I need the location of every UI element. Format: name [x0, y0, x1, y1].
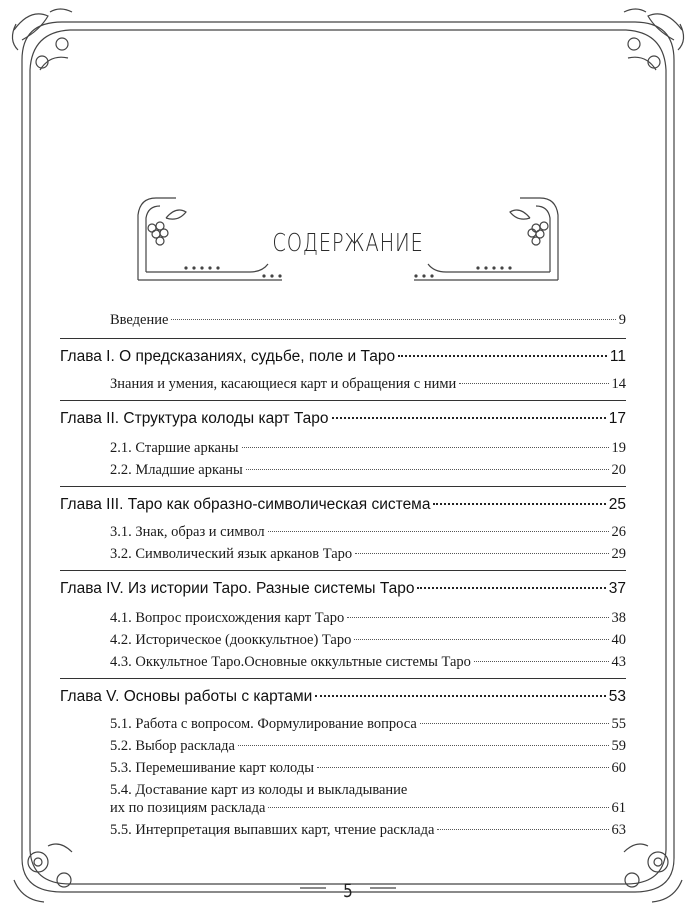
toc-entry: [60, 800, 626, 817]
toc-entry: [60, 654, 626, 671]
leader-dots: [474, 661, 609, 662]
toc-entry: [60, 760, 626, 777]
leader-dots: [433, 503, 605, 505]
toc-entry-text: 5.5. Интерпретация выпавших карт, чтение расклада: [110, 822, 435, 838]
leader-dots: [420, 723, 609, 724]
toc-entry-text: Знания и умения, касающиеся карт и обращения с ними: [110, 376, 457, 392]
toc-chapter-text: Глава I. О предсказаниях, судьбе, поле и Таро: [60, 348, 396, 365]
toc-entry: [60, 610, 626, 627]
divider: [60, 338, 626, 339]
toc-entry-text: 2.1. Старшие арканы: [110, 440, 239, 456]
leader-dots: [347, 617, 608, 618]
leader-dots: [437, 829, 608, 830]
leader-dots: [398, 355, 607, 357]
toc-entry: [60, 376, 626, 393]
toc-entry-text: 5.3. Перемешивание карт колоды: [110, 760, 315, 776]
leader-dots: [315, 695, 605, 697]
toc-entry-line1: [60, 782, 626, 799]
toc-entry-page: 61: [611, 800, 626, 816]
toc-chapter-page: 25: [608, 496, 626, 513]
leader-dots: [246, 469, 609, 470]
toc-chapter-page: 37: [608, 580, 626, 597]
toc-entry: [60, 716, 626, 733]
toc-entry-page: 43: [611, 654, 626, 670]
toc-entry: [60, 440, 626, 457]
toc-chapter-text: Глава V. Основы работы с картами: [60, 688, 313, 705]
leader-dots: [268, 807, 608, 808]
toc-entry-text: Введение: [110, 312, 169, 328]
toc-chapter-page: 11: [609, 348, 626, 365]
toc-entry: [60, 312, 626, 329]
toc-entry-text: их по позициям расклада: [110, 800, 266, 816]
toc-entry-page: 60: [611, 760, 626, 776]
toc-entry-page: 63: [611, 822, 626, 838]
toc-chapter-text: Глава II. Структура колоды карт Таро: [60, 410, 329, 427]
leader-dots: [355, 553, 608, 554]
toc-chapter: [60, 580, 626, 598]
leader-dots: [238, 745, 609, 746]
toc-chapter-page: 53: [608, 688, 626, 705]
toc-entry-page: 40: [611, 632, 626, 648]
divider: [60, 486, 626, 487]
toc-entry-text: 3.2. Символический язык арканов Таро: [110, 546, 353, 562]
corner-ornament-tl: [12, 9, 72, 70]
toc-entry-text: 5.2. Выбор расклада: [110, 738, 235, 754]
toc-chapter-text: Глава IV. Из истории Таро. Разные системы Таро: [60, 580, 415, 597]
toc-entry-text: 5.4. Доставание карт из колоды и выкладывание: [110, 782, 408, 798]
toc-entry: [60, 546, 626, 563]
toc-entry-page: 14: [611, 376, 626, 392]
leader-dots: [171, 319, 615, 320]
toc-entry: [60, 632, 626, 649]
divider: [60, 678, 626, 679]
toc-entry-text: 5.1. Работа с вопросом. Формулирование вопроса: [110, 716, 417, 732]
toc-entry: [60, 822, 626, 839]
toc-chapter: [60, 496, 626, 514]
corner-ornament-tr: [624, 9, 684, 70]
toc-entry-text: 4.1. Вопрос происхождения карт Таро: [110, 610, 345, 626]
toc-entry-page: 19: [611, 440, 626, 456]
toc-chapter-text: Глава III. Таро как образно-символическая система: [60, 496, 431, 513]
toc-entry-page: 55: [611, 716, 626, 732]
page-title: СОДЕРЖАНИЕ: [272, 228, 424, 257]
leader-dots: [242, 447, 609, 448]
toc-entry-text: 4.3. Оккультное Таро.Основные оккультные системы Таро: [110, 654, 471, 670]
leader-dots: [268, 531, 609, 532]
divider: [60, 570, 626, 571]
page-number: 5: [343, 880, 353, 902]
leader-dots: [332, 417, 606, 419]
toc-entry-page: 38: [611, 610, 626, 626]
toc-entry-text: 3.1. Знак, образ и символ: [110, 524, 265, 540]
leader-dots: [317, 767, 608, 768]
leader-dots: [354, 639, 608, 640]
toc-entry-text: 2.2. Младшие арканы: [110, 462, 243, 478]
corner-ornament-bl: [14, 844, 72, 902]
toc-chapter: [60, 410, 626, 428]
toc-chapter-page: 17: [608, 410, 626, 427]
toc-chapter: [60, 348, 626, 366]
toc-entry-page: 59: [611, 738, 626, 754]
leader-dots: [459, 383, 608, 384]
toc-entry: [60, 462, 626, 479]
toc-entry-text: 4.2. Историческое (дооккультное) Таро: [110, 632, 352, 648]
toc-entry: [60, 524, 626, 541]
leader-dots: [417, 587, 605, 589]
divider: [60, 400, 626, 401]
toc-chapter: [60, 688, 626, 706]
corner-ornament-br: [624, 844, 682, 902]
toc-entry-page: 20: [611, 462, 626, 478]
toc-entry-page: 29: [611, 546, 626, 562]
toc-entry: [60, 738, 626, 755]
toc-entry-page: 26: [611, 524, 626, 540]
toc-entry-page: 9: [618, 312, 626, 328]
